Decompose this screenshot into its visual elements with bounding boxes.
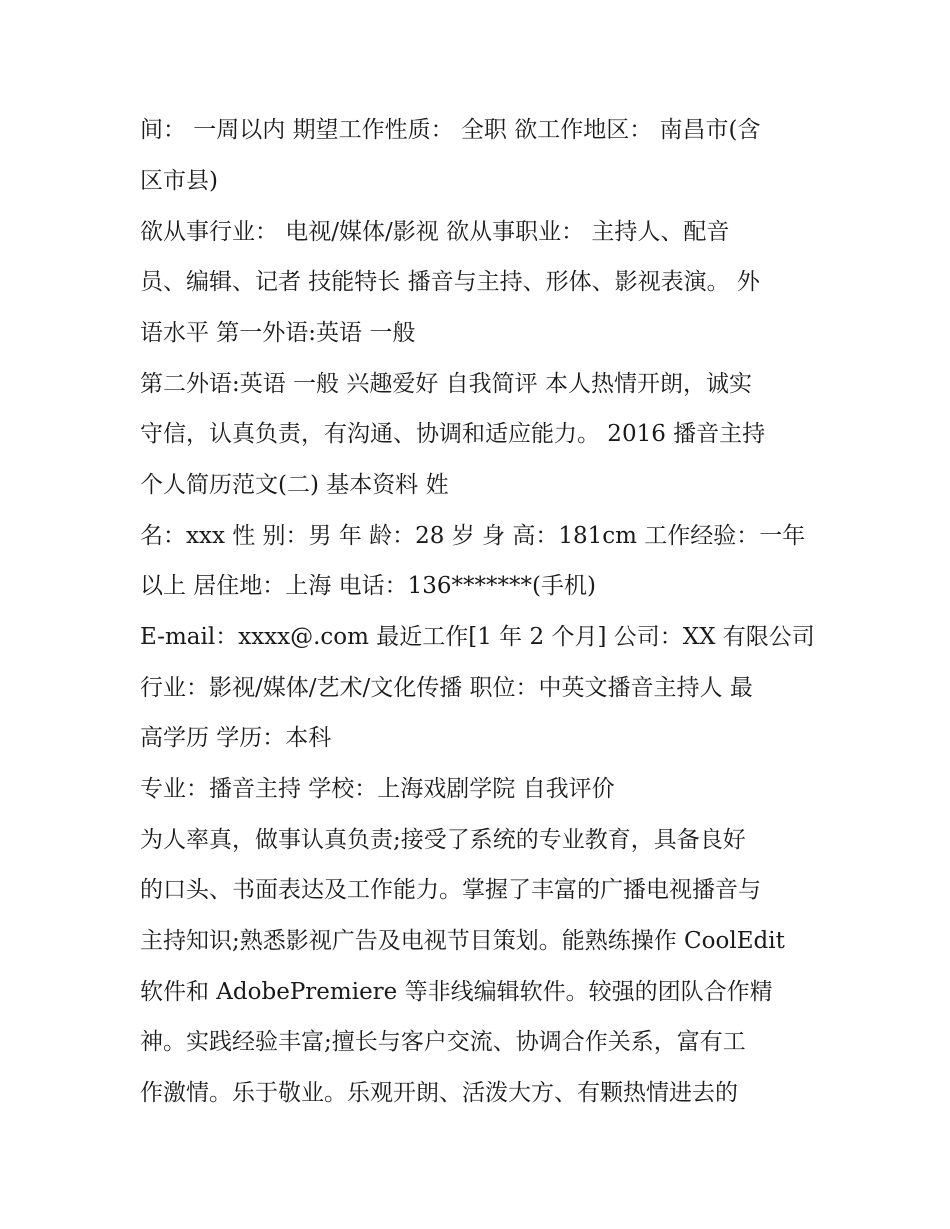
text-line: 守信，认真负责，有沟通、协调和适应能力。 2016 播音主持 [140, 421, 766, 447]
text-line: 的口头、书面表达及工作能力。掌握了丰富的广播电视播音与 [140, 877, 761, 903]
text-line: 专业：播音主持 学校：上海戏剧学院 自我评价 [140, 776, 615, 802]
text-line: 欲从事行业： 电视/媒体/影视 欲从事职业： 主持人、配音 [140, 219, 730, 245]
text-line: 员、编辑、记者 技能特长 播音与主持、形体、影视表演。 外 [140, 269, 760, 295]
text-line: 间： 一周以内 期望工作性质： 全职 欲工作地区： 南昌市(含 [140, 117, 761, 143]
text-line: 区市县) [140, 168, 218, 194]
text-line: 主持知识;熟悉影视广告及电视节目策划。能熟练操作 CoolEdit [140, 928, 785, 954]
text-line: 以上 居住地：上海 电话：136*******(手机) [140, 573, 596, 599]
text-line: 行业：影视/媒体/艺术/文化传播 职位：中英文播音主持人 最 [140, 675, 753, 701]
text-line: 名：xxx 性 别：男 年 龄：28 岁 身 高：181cm 工作经验：一年 [140, 523, 806, 549]
text-line: 为人率真，做事认真负责;接受了系统的专业教育，具备良好 [140, 827, 746, 853]
text-line: 个人简历范文(二) 基本资料 姓 [140, 472, 449, 498]
text-line: 软件和 AdobePremiere 等非线编辑软件。较强的团队合作精 [140, 979, 773, 1005]
text-line: E-mail：xxxx@.com 最近工作[1 年 2 个月] 公司：XX 有限公司 [140, 624, 815, 650]
text-line: 第二外语:英语 一般 兴趣爱好 自我简评 本人热情开朗，诚实 [140, 371, 752, 397]
text-line: 神。实践经验丰富;擅长与客户交流、协调合作关系，富有工 [140, 1029, 746, 1055]
text-line: 语水平 第一外语:英语 一般 [140, 320, 416, 346]
text-line: 作激情。乐于敬业。乐观开朗、活泼大方、有颗热情进去的 [140, 1080, 738, 1106]
text-line: 高学历 学历：本科 [140, 725, 332, 751]
